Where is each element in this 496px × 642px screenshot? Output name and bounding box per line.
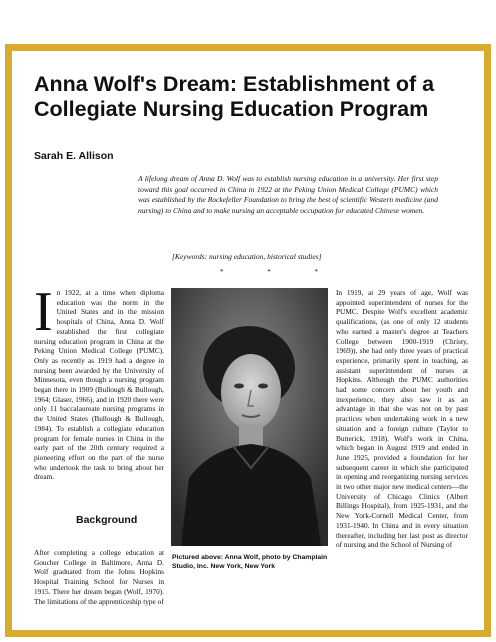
abstract: A lifelong dream of Anna D. Wolf was to establish nursing education in a university. Her first step toward this goal occurred in China in 1922 at the Peking Union Medical College (PUMC) which was established by the Rockefeller Foundation to bring the best of scientific Western medicine (and nursing) to China and to make nursing an acceptable occupation for educated Chinese women. xyxy=(138,174,438,215)
keywords: [Keywords: nursing education, historical studies] xyxy=(172,252,322,261)
portrait-illustration xyxy=(171,288,328,546)
author-name: Sarah E. Allison xyxy=(34,150,114,162)
article-title: Anna Wolf's Dream: Establishment of a Collegiate Nursing Education Program xyxy=(34,72,435,121)
right-column: In 1919, at 29 years of age, Wolf was appointed superintendent of nurses for the PUMC. Despite Wolf's excellent academic qualifications, (as one of only 12 students who earned a master's degree at Teachers College between 1900-1919 (Christy, 1969)), she had only three years of practical experience, primarily spent in teaching, as assistant superintendent of nurses at Hopkins. Although the PUMC authorities had some concern about her youth and inexperience, they also saw it as an advantage in that she was not on by past practices when undertaking work in a new situation and a foreign culture (Taylor to Butterick, 1918). Wolf's work in China, which began in August 1919 and ended in June 1925, provided a foundation for her subsequent career in which she participated in opening and reorganizing nursing services in two other major new medical centers—the University of Chicago Clinics (Albert Billings Hospital), from 1925-1931, and the New York-Cornell Medical Center, from 1931-1940. In China and in every situation thereafter, including her last post as director of nursing and the School of Nursing of xyxy=(336,288,468,550)
photo-caption: Pictured above: Anna Wolf, photo by Champlain Studio, Inc. New York, New York xyxy=(172,554,328,570)
section-separator: * * * xyxy=(220,268,339,276)
drop-cap: I xyxy=(34,281,53,343)
section-heading: Background xyxy=(76,514,138,526)
left-column-text: n 1922, at a time when diploma education was the norm in the United States and in the mission hospitals of China, Anna D. Wolf established the first collegiate nursing education program in China at the Peking Union Medical College (PUMC). Only as recently as 1919 had a degree in nursing been awarded by the University of Minnesota, even though a nursing program began there in 1909 (Bullough & Bullough, 1964; Glaser, 1966), and in 1920 there were only 11 baccalaureate nursing programs in the United States (Bullough & Bullough, 1984). To establish a collegiate education program for female nurses in China in the early part of the 20th century required a pioneering effort on the part of the nurse who undertook the task to bring about her dream. xyxy=(34,288,164,482)
left-column xyxy=(34,281,164,482)
portrait-photo xyxy=(171,288,328,546)
left-column-lower: After completing a college education at Goucher College in Baltimore, Anna D. Wolf graduated from the Johns Hopkins Hospital Training School for Nurses in 1915. There her dream began (Wolf, 1970). The limitations of the apprenticeship type of xyxy=(34,548,164,606)
